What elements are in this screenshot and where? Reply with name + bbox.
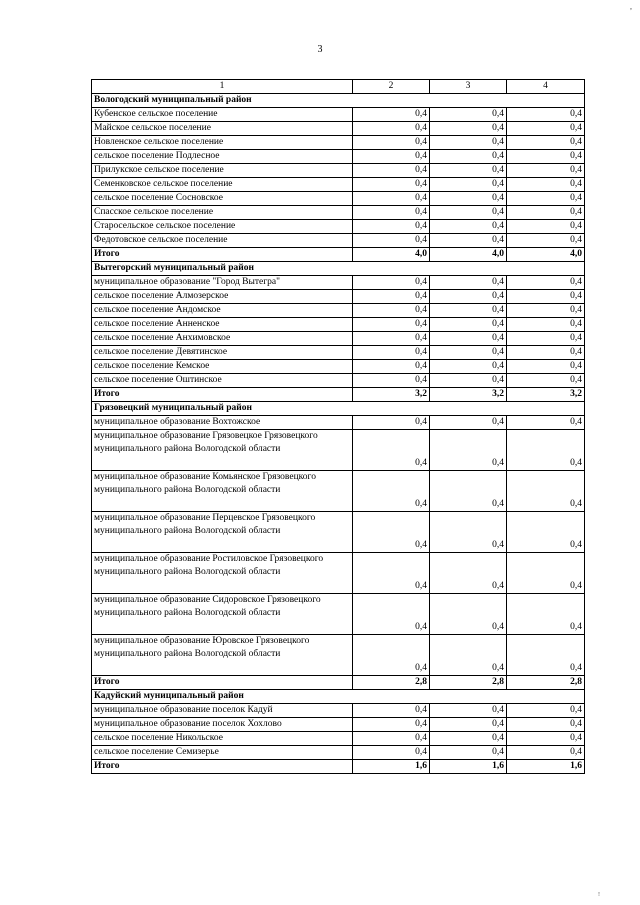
value-cell: 0,4 — [430, 430, 507, 471]
value-cell: 0,4 — [507, 332, 585, 346]
section-title: Кадуйский муниципальный район — [92, 690, 585, 704]
table-row — [92, 136, 585, 150]
value-cell: 0,4 — [353, 318, 430, 332]
table-row — [92, 276, 585, 290]
municipality-name: муниципальное образование Ростиловское Грязовецкого муниципального района Вологодской области — [92, 553, 353, 594]
municipality-name: Федотовское сельское поселение — [92, 234, 353, 248]
value-cell: 0,4 — [430, 108, 507, 122]
value-cell: 0,4 — [430, 553, 507, 594]
section-title: Вологодский муниципальный район — [92, 94, 585, 108]
value-cell: 0,4 — [430, 318, 507, 332]
total-value: 4,0 — [430, 248, 507, 262]
value-cell: 0,4 — [430, 374, 507, 388]
value-cell: 0,4 — [507, 512, 585, 553]
value-cell: 0,4 — [507, 732, 585, 746]
municipality-name: сельское поселение Подлесное — [92, 150, 353, 164]
table-row — [92, 512, 585, 553]
header-cell: 4 — [507, 80, 585, 94]
municipality-name: муниципальное образование "Город Вытегра" — [92, 276, 353, 290]
value-cell: 0,4 — [430, 746, 507, 760]
municipality-name: Кубенское сельское поселение — [92, 108, 353, 122]
municipality-name: Майское сельское поселение — [92, 122, 353, 136]
value-cell: 0,4 — [430, 164, 507, 178]
value-cell: 0,4 — [507, 430, 585, 471]
municipality-name: сельское поселение Никольское — [92, 732, 353, 746]
value-cell: 0,4 — [507, 635, 585, 676]
value-cell: 0,4 — [353, 220, 430, 234]
value-cell: 0,4 — [430, 732, 507, 746]
value-cell: 0,4 — [430, 136, 507, 150]
value-cell: 0,4 — [353, 430, 430, 471]
value-cell: 0,4 — [430, 290, 507, 304]
value-cell: 0,4 — [430, 276, 507, 290]
value-cell: 0,4 — [353, 594, 430, 635]
value-cell: 0,4 — [507, 471, 585, 512]
value-cell: 0,4 — [430, 360, 507, 374]
value-cell: 0,4 — [353, 290, 430, 304]
total-value: 4,0 — [507, 248, 585, 262]
value-cell: 0,4 — [507, 108, 585, 122]
municipality-name: Спасское сельское поселение — [92, 206, 353, 220]
total-value: 1,6 — [430, 760, 507, 774]
value-cell: 0,4 — [430, 192, 507, 206]
value-cell: 0,4 — [353, 471, 430, 512]
municipality-name: сельское поселение Семизерье — [92, 746, 353, 760]
table-row — [92, 746, 585, 760]
value-cell: 0,4 — [353, 164, 430, 178]
section-header-row — [92, 94, 585, 108]
table-row — [92, 718, 585, 732]
table-row — [92, 122, 585, 136]
value-cell: 0,4 — [507, 122, 585, 136]
value-cell: 0,4 — [507, 360, 585, 374]
total-label: Итого — [92, 676, 353, 690]
total-row — [92, 760, 585, 774]
value-cell: 0,4 — [430, 206, 507, 220]
municipality-name: муниципальное образование Сидоровское Грязовецкого муниципального района Вологодской области — [92, 594, 353, 635]
value-cell: 0,4 — [430, 234, 507, 248]
table-row — [92, 150, 585, 164]
municipality-name: Семенковское сельское поселение — [92, 178, 353, 192]
page-number: 3 — [317, 44, 323, 55]
value-cell: 0,4 — [507, 553, 585, 594]
table-row — [92, 318, 585, 332]
section-title: Вытегорский муниципальный район — [92, 262, 585, 276]
municipality-name: муниципальное образование Перцевское Грязовецкого муниципального района Вологодской области — [92, 512, 353, 553]
value-cell: 0,4 — [353, 746, 430, 760]
value-cell: 0,4 — [430, 512, 507, 553]
total-label: Итого — [92, 760, 353, 774]
table-row — [92, 178, 585, 192]
value-cell: 0,4 — [353, 416, 430, 430]
municipality-name: муниципальное образование Комьянское Грязовецкого муниципального района Вологодской области — [92, 471, 353, 512]
municipality-name: сельское поселение Анненское — [92, 318, 353, 332]
value-cell: 0,4 — [430, 150, 507, 164]
municipality-name: муниципальное образование Юровское Грязовецкого муниципального района Вологодской области — [92, 635, 353, 676]
municipality-name: сельское поселение Алмозерское — [92, 290, 353, 304]
value-cell: 0,4 — [430, 332, 507, 346]
value-cell: 0,4 — [507, 704, 585, 718]
section-title: Грязовецкий муниципальный район — [92, 402, 585, 416]
value-cell: 0,4 — [430, 635, 507, 676]
total-label: Итого — [92, 248, 353, 262]
table-row — [92, 192, 585, 206]
municipality-name: муниципальное образование поселок Хохлово — [92, 718, 353, 732]
value-cell: 0,4 — [507, 234, 585, 248]
table-row — [92, 234, 585, 248]
table-row — [92, 471, 585, 512]
bottom-mark: ! — [598, 892, 600, 898]
value-cell: 0,4 — [353, 332, 430, 346]
section-header-row — [92, 402, 585, 416]
value-cell: 0,4 — [507, 346, 585, 360]
value-cell: 0,4 — [353, 704, 430, 718]
table-row — [92, 220, 585, 234]
value-cell: 0,4 — [353, 276, 430, 290]
header-row — [92, 80, 585, 94]
municipality-name: сельское поселение Анхимовское — [92, 332, 353, 346]
value-cell: 0,4 — [507, 374, 585, 388]
corner-mark: , — [630, 2, 632, 11]
municipality-name: муниципальное образование Грязовецкое Грязовецкого муниципального района Вологодской области — [92, 430, 353, 471]
value-cell: 0,4 — [353, 360, 430, 374]
total-value: 1,6 — [507, 760, 585, 774]
municipality-name: сельское поселение Оштинское — [92, 374, 353, 388]
total-value: 3,2 — [430, 388, 507, 402]
value-cell: 0,4 — [430, 178, 507, 192]
value-cell: 0,4 — [507, 276, 585, 290]
table-row — [92, 374, 585, 388]
value-cell: 0,4 — [507, 164, 585, 178]
value-cell: 0,4 — [353, 136, 430, 150]
value-cell: 0,4 — [353, 234, 430, 248]
value-cell: 0,4 — [507, 718, 585, 732]
total-value: 1,6 — [353, 760, 430, 774]
value-cell: 0,4 — [353, 178, 430, 192]
value-cell: 0,4 — [353, 206, 430, 220]
municipality-name: сельское поселение Сосновское — [92, 192, 353, 206]
value-cell: 0,4 — [430, 594, 507, 635]
total-row — [92, 676, 585, 690]
value-cell: 0,4 — [353, 122, 430, 136]
table-row — [92, 304, 585, 318]
value-cell: 0,4 — [430, 304, 507, 318]
header-cell: 2 — [353, 80, 430, 94]
table-row — [92, 332, 585, 346]
value-cell: 0,4 — [353, 304, 430, 318]
table-row — [92, 704, 585, 718]
value-cell: 0,4 — [430, 471, 507, 512]
value-cell: 0,4 — [353, 512, 430, 553]
table-row — [92, 430, 585, 471]
value-cell: 0,4 — [507, 136, 585, 150]
value-cell: 0,4 — [353, 732, 430, 746]
value-cell: 0,4 — [507, 304, 585, 318]
header-cell: 1 — [92, 80, 353, 94]
municipality-name: Прилукское сельское поселение — [92, 164, 353, 178]
value-cell: 0,4 — [507, 192, 585, 206]
value-cell: 0,4 — [430, 220, 507, 234]
value-cell: 0,4 — [507, 416, 585, 430]
table-row — [92, 635, 585, 676]
value-cell: 0,4 — [353, 150, 430, 164]
value-cell: 0,4 — [507, 594, 585, 635]
value-cell: 0,4 — [353, 374, 430, 388]
value-cell: 0,4 — [353, 108, 430, 122]
value-cell: 0,4 — [430, 416, 507, 430]
municipality-name: сельское поселение Девятинское — [92, 346, 353, 360]
value-cell: 0,4 — [430, 718, 507, 732]
value-cell: 0,4 — [507, 290, 585, 304]
value-cell: 0,4 — [430, 122, 507, 136]
table-row — [92, 416, 585, 430]
municipality-name: муниципальное образование Вохтожское — [92, 416, 353, 430]
value-cell: 0,4 — [430, 346, 507, 360]
total-value: 2,8 — [353, 676, 430, 690]
municipality-name: сельское поселение Кемское — [92, 360, 353, 374]
total-row — [92, 388, 585, 402]
header-cell: 3 — [430, 80, 507, 94]
total-value: 4,0 — [353, 248, 430, 262]
municipality-name: Новленское сельское поселение — [92, 136, 353, 150]
value-cell: 0,4 — [430, 704, 507, 718]
allocation-table — [91, 79, 585, 774]
value-cell: 0,4 — [353, 192, 430, 206]
table-row — [92, 290, 585, 304]
table-body — [92, 80, 585, 774]
table-row — [92, 164, 585, 178]
table-row — [92, 206, 585, 220]
table-row — [92, 594, 585, 635]
table-row — [92, 360, 585, 374]
municipality-name: Старосельское сельское поселение — [92, 220, 353, 234]
table-row — [92, 346, 585, 360]
table-row — [92, 732, 585, 746]
total-value: 2,8 — [430, 676, 507, 690]
total-value: 3,2 — [353, 388, 430, 402]
value-cell: 0,4 — [353, 635, 430, 676]
value-cell: 0,4 — [507, 178, 585, 192]
table-row — [92, 108, 585, 122]
value-cell: 0,4 — [507, 746, 585, 760]
section-header-row — [92, 262, 585, 276]
total-value: 2,8 — [507, 676, 585, 690]
value-cell: 0,4 — [353, 718, 430, 732]
value-cell: 0,4 — [353, 346, 430, 360]
total-value: 3,2 — [507, 388, 585, 402]
value-cell: 0,4 — [507, 150, 585, 164]
municipality-name: муниципальное образование поселок Кадуй — [92, 704, 353, 718]
value-cell: 0,4 — [507, 206, 585, 220]
table-row — [92, 553, 585, 594]
total-label: Итого — [92, 388, 353, 402]
total-row — [92, 248, 585, 262]
value-cell: 0,4 — [353, 553, 430, 594]
municipality-name: сельское поселение Андомское — [92, 304, 353, 318]
section-header-row — [92, 690, 585, 704]
value-cell: 0,4 — [507, 318, 585, 332]
value-cell: 0,4 — [507, 220, 585, 234]
